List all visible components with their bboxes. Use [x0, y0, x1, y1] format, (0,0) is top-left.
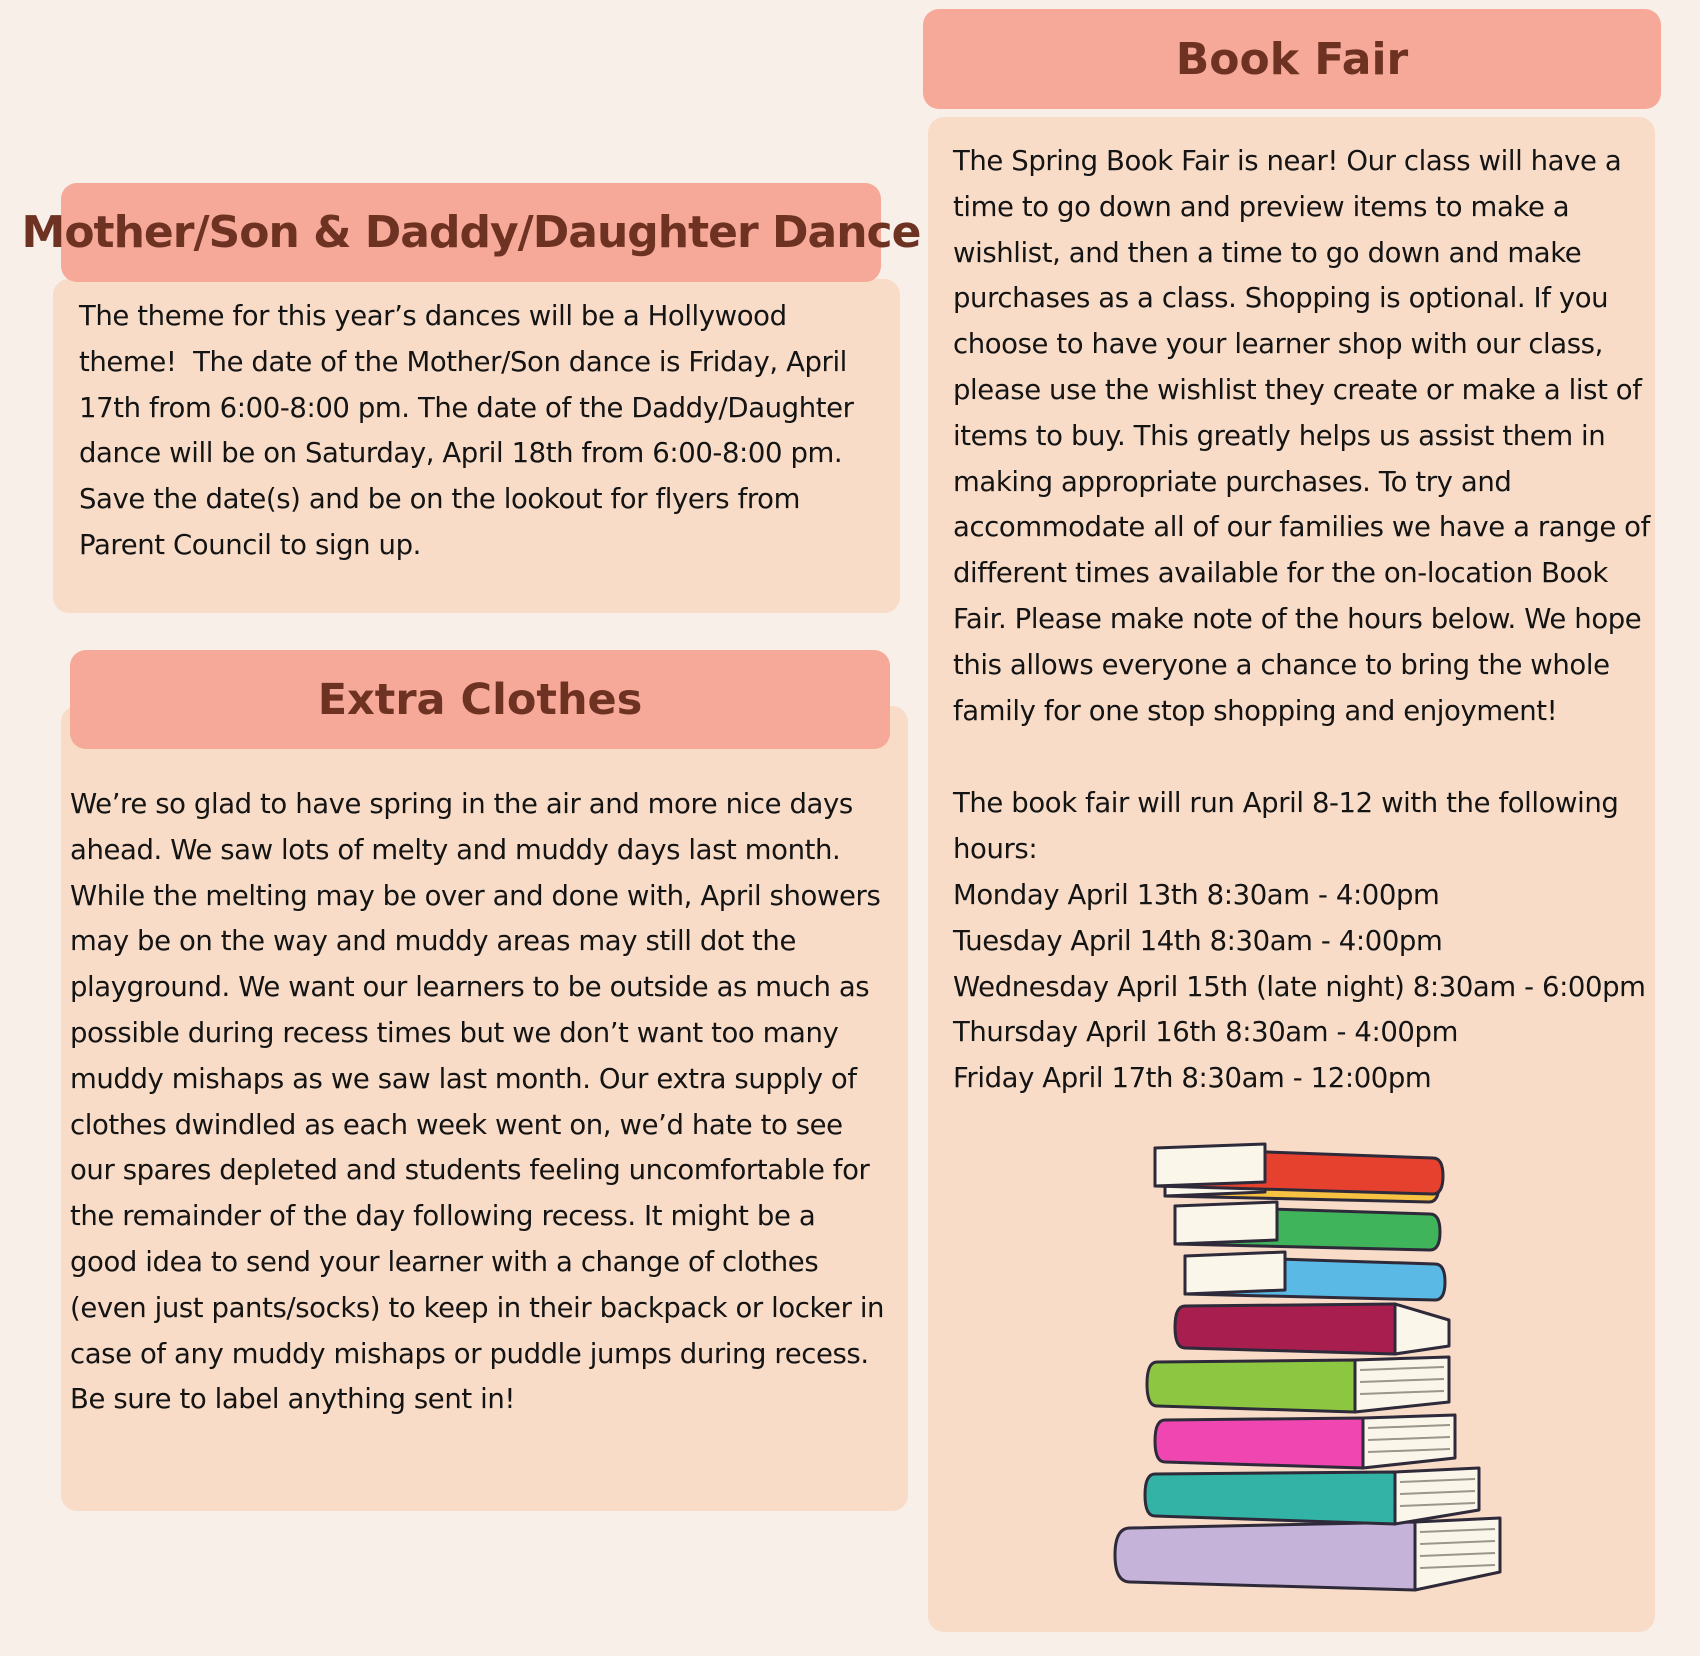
- clothes-heading: [70, 650, 890, 749]
- hours-item: Thursday April 16th 8:30am - 4:00pm: [953, 1016, 1458, 1049]
- book-stack-icon: [1095, 1140, 1515, 1600]
- clothes-title: Extra Clothes: [317, 674, 643, 725]
- dance-body: The theme for this year’s dances will be a Hollywood theme! The date of the Mother/Son dance is Friday, April 17th from 6:00-8:00 pm. The date of the Daddy/Daughter dance will be on Saturday, April 18th from 6:00-8:00 pm. Save the date(s) and be on the lookout for flyers from Parent Council to sign up.: [79, 300, 854, 561]
- hours-item: Monday April 13th 8:30am - 4:00pm: [953, 879, 1440, 911]
- bookfair-heading: [923, 9, 1661, 109]
- hours-item: Friday April 17th 8:30am - 12:00pm: [953, 1062, 1432, 1095]
- bookfair-body: The Spring Book Fair is near! Our class will have a time to go down and preview items to make a wishlist, and then a time to go down and make purchases as a class. Shopping is optional. If you choose to have your learner shop with our class, please use the wishlist they create or make a list of items to buy. This greatly helps us assist them in making appropriate purchases. To try and accommodate all of our families we have a range of different times available for the on-location Book Fair. Please make note of the hours below. We hope this allows everyone a chance to bring the whole family for one stop shopping and enjoyment!: [953, 145, 1650, 727]
- dance-heading: [21, 183, 921, 282]
- clothes-body: We’re so glad to have spring in the air and more nice days ahead. We saw lots of melty and muddy days last month. While the melting may be over and done with, April showers may be on the way and muddy areas may still dot the playground. We want our learners to be outside as much as possible during recess times but we don’t want too many muddy mishaps as we saw last month. Our extra supply of clothes dwindled as each week went on, we’d hate to see our spares depleted and students feeling uncomfortable for the remainder of the day following recess. It might be a good idea to send your learner with a change of clothes (even just pants/socks) to keep in their backpack or locker in case of any muddy mishaps or puddle jumps during recess. Be sure to label anything sent in!: [70, 788, 885, 1416]
- bookfair-hours-list: [953, 873, 1653, 1102]
- hours-item: Tuesday April 14th 8:30am - 4:00pm: [953, 924, 1443, 957]
- bookfair-title: Book Fair: [1175, 33, 1409, 85]
- hours-item: Wednesday April 15th (late night) 8:30am - 6:00pm: [953, 970, 1646, 1003]
- bookfair-intro: The book fair will run April 8-12 with the following hours:: [953, 787, 1619, 865]
- dance-title: Mother/Son & Daddy/Daughter Dance: [21, 207, 921, 258]
